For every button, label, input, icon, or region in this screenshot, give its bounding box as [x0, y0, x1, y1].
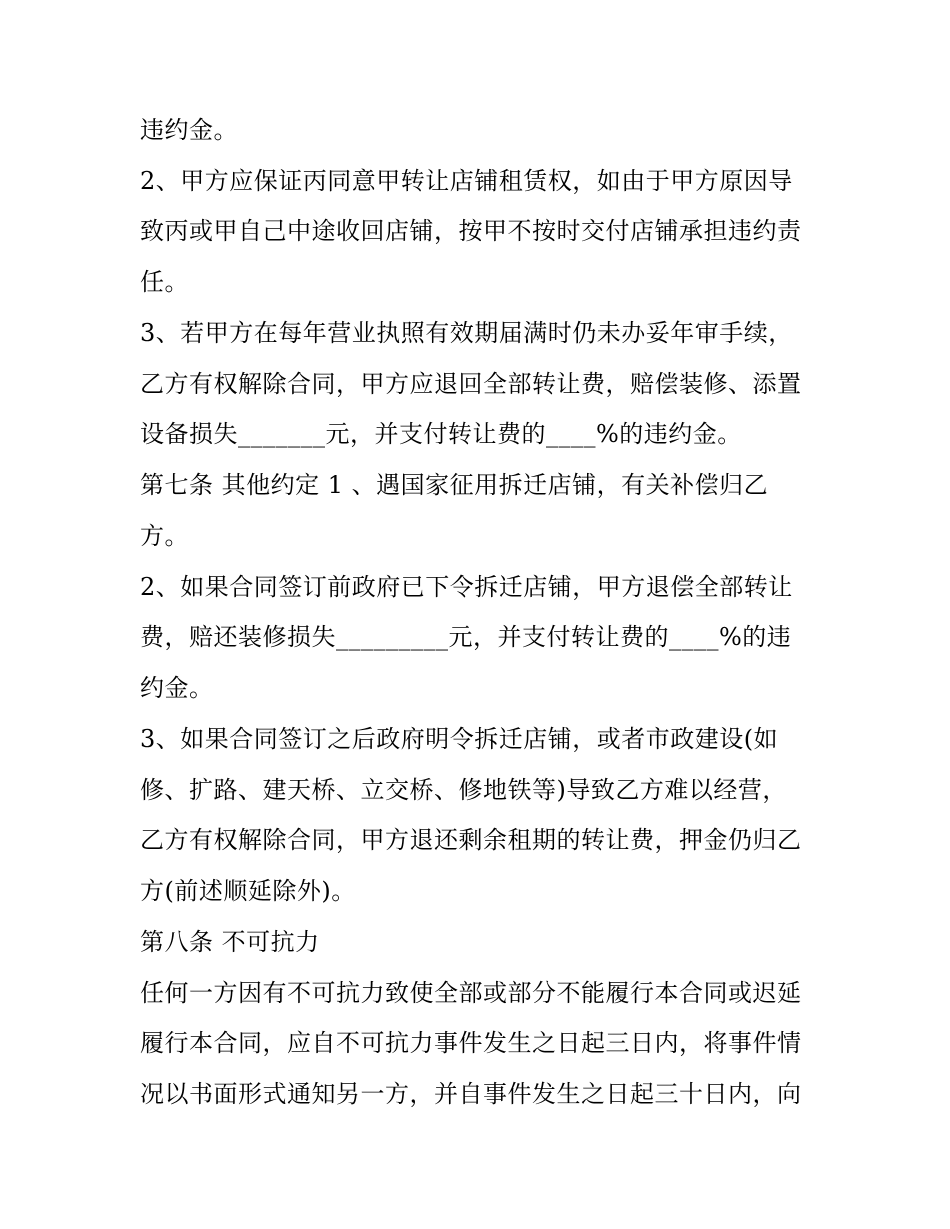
text-line: 修、扩路、建天桥、立交桥、修地铁等)导致乙方难以经营，: [140, 776, 787, 804]
text-line: 乙方有权解除合同，甲方退还剩余租期的转让费，押金仍归乙: [140, 826, 802, 854]
text-line: 乙方有权解除合同，甲方应退回全部转让费，赔偿装修、添置: [140, 370, 802, 398]
text-line: 3、若甲方在每年营业执照有效期届满时仍未办妥年审手续，: [140, 319, 793, 347]
text-line: 3、如果合同签订之后政府明令拆迁店铺，或者市政建设(如: [140, 725, 779, 753]
text-line: 任何一方因有不可抗力致使全部或部分不能履行本合同或迟延: [140, 979, 802, 1007]
text-line: 设备损失_______元，并支付转让费的____%的违约金。: [140, 420, 742, 448]
text-line: 履行本合同，应自不可抗力事件发生之日起三日内，将事件情: [140, 1029, 802, 1057]
text-line: 致丙或甲自己中途收回店铺，按甲不按时交付店铺承担违约责: [140, 217, 802, 245]
text-line: 方(前述顺延除外)。: [140, 877, 356, 905]
text-line: 2、甲方应保证丙同意甲转让店铺租赁权，如由于甲方原因导: [140, 167, 793, 195]
text-line: 约金。: [140, 674, 214, 702]
text-line: 2、如果合同签订前政府已下令拆迁店铺，甲方退偿全部转让: [140, 573, 793, 601]
text-line: 违约金。: [140, 116, 238, 144]
text-line: 方。: [140, 522, 189, 550]
text-line: 况以书面形式通知另一方，并自事件发生之日起三十日内，向: [140, 1080, 802, 1108]
text-line: 第七条 其他约定 1 、遇国家征用拆迁店铺，有关补偿归乙: [140, 471, 769, 499]
text-line: 费，赔还装修损失_________元，并支付转让费的____%的违: [140, 623, 792, 651]
text-line: 任。: [140, 268, 189, 296]
section-heading: 第八条 不可抗力: [140, 928, 320, 956]
